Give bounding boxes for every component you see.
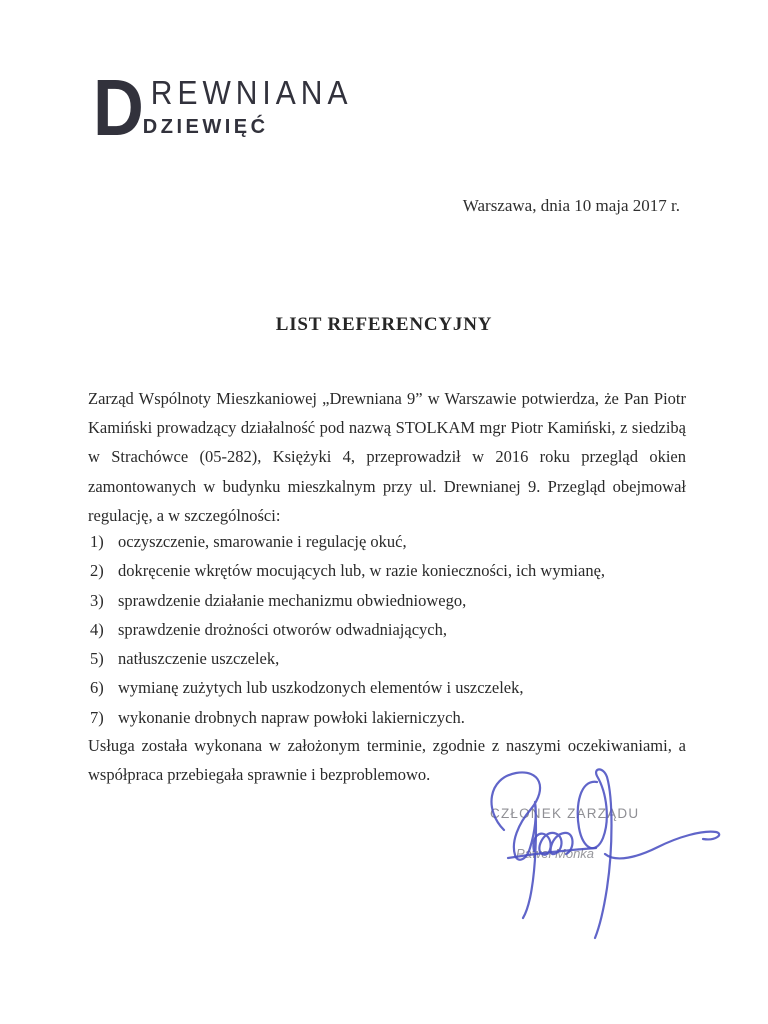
list-item — [90, 703, 688, 732]
list-item-text: natłuszczenie uszczelek, — [118, 649, 280, 669]
list-item-number: 5) — [90, 649, 104, 669]
logo-wordmark — [142, 74, 353, 138]
list-item-text: dokręcenie wkrętów mocujących lub, w razie konieczności, ich wymianę, — [118, 561, 606, 581]
list-item — [90, 586, 688, 615]
list-item-number: 7) — [90, 707, 104, 727]
scope-of-work-list — [90, 527, 688, 732]
intro-paragraph: Zarząd Wspólnoty Mieszkaniowej „Drewniana 9” w Warszawie potwierdza, że Pan Piotr Kamiński prowadzący działalność pod nazwą STOLKAM mgr Piotr Kamiński, z siedzibą w Strachówce (05-282), Księżyki 4, przeprowadził w 2016 roku przegląd okien zamontowanych w budynku mieszkalnym przy ul. Drewnianej 9. Przegląd obejmował regulację, a w szczególności: — [88, 389, 686, 525]
logo-initial-d: D — [93, 63, 144, 152]
logo-word-drewniana: REWNIANA — [150, 74, 353, 112]
list-item-number: 4) — [90, 619, 104, 639]
signature-block — [478, 766, 730, 962]
list-item — [90, 673, 688, 702]
list-item-text: wymianę zużytych lub uszkodzonych elementów i uszczelek, — [118, 678, 524, 698]
list-item — [90, 644, 688, 673]
list-item — [90, 556, 688, 585]
list-item-text: wykonanie drobnych napraw powłoki lakierniczych. — [118, 707, 465, 727]
list-item — [90, 527, 688, 556]
company-logo — [93, 63, 353, 152]
list-item-number: 1) — [90, 532, 104, 551]
date-line: Warszawa, dnia 10 maja 2017 r. — [462, 196, 680, 215]
list-item-number: 6) — [90, 678, 104, 698]
list-item-number: 3) — [90, 590, 104, 610]
list-item-text: oczyszczenie, smarowanie i regulację okuć, — [118, 532, 407, 551]
list-item-text: sprawdzenie działanie mechanizmu obwiedniowego, — [118, 590, 467, 610]
document-title: LIST REFERENCYJNY — [275, 314, 493, 335]
list-item — [90, 615, 688, 644]
logo-word-dziewiec: DZIEWIĘĆ — [142, 116, 269, 138]
list-item-text: sprawdzenie drożności otworów odwadniających, — [118, 619, 447, 639]
signer-role-label: CZŁONEK ZARZĄDU — [490, 806, 640, 821]
handwritten-signature-ink — [478, 766, 730, 962]
closing-paragraph: Usługa została wykonana w założonym terminie, zgodnie z naszymi oczekiwaniami, a współpraca przebiegała sprawnie i bezproblemowo. — [88, 736, 686, 785]
list-item-number: 2) — [90, 561, 104, 581]
signer-name-label: Paweł Mońka — [516, 846, 595, 861]
